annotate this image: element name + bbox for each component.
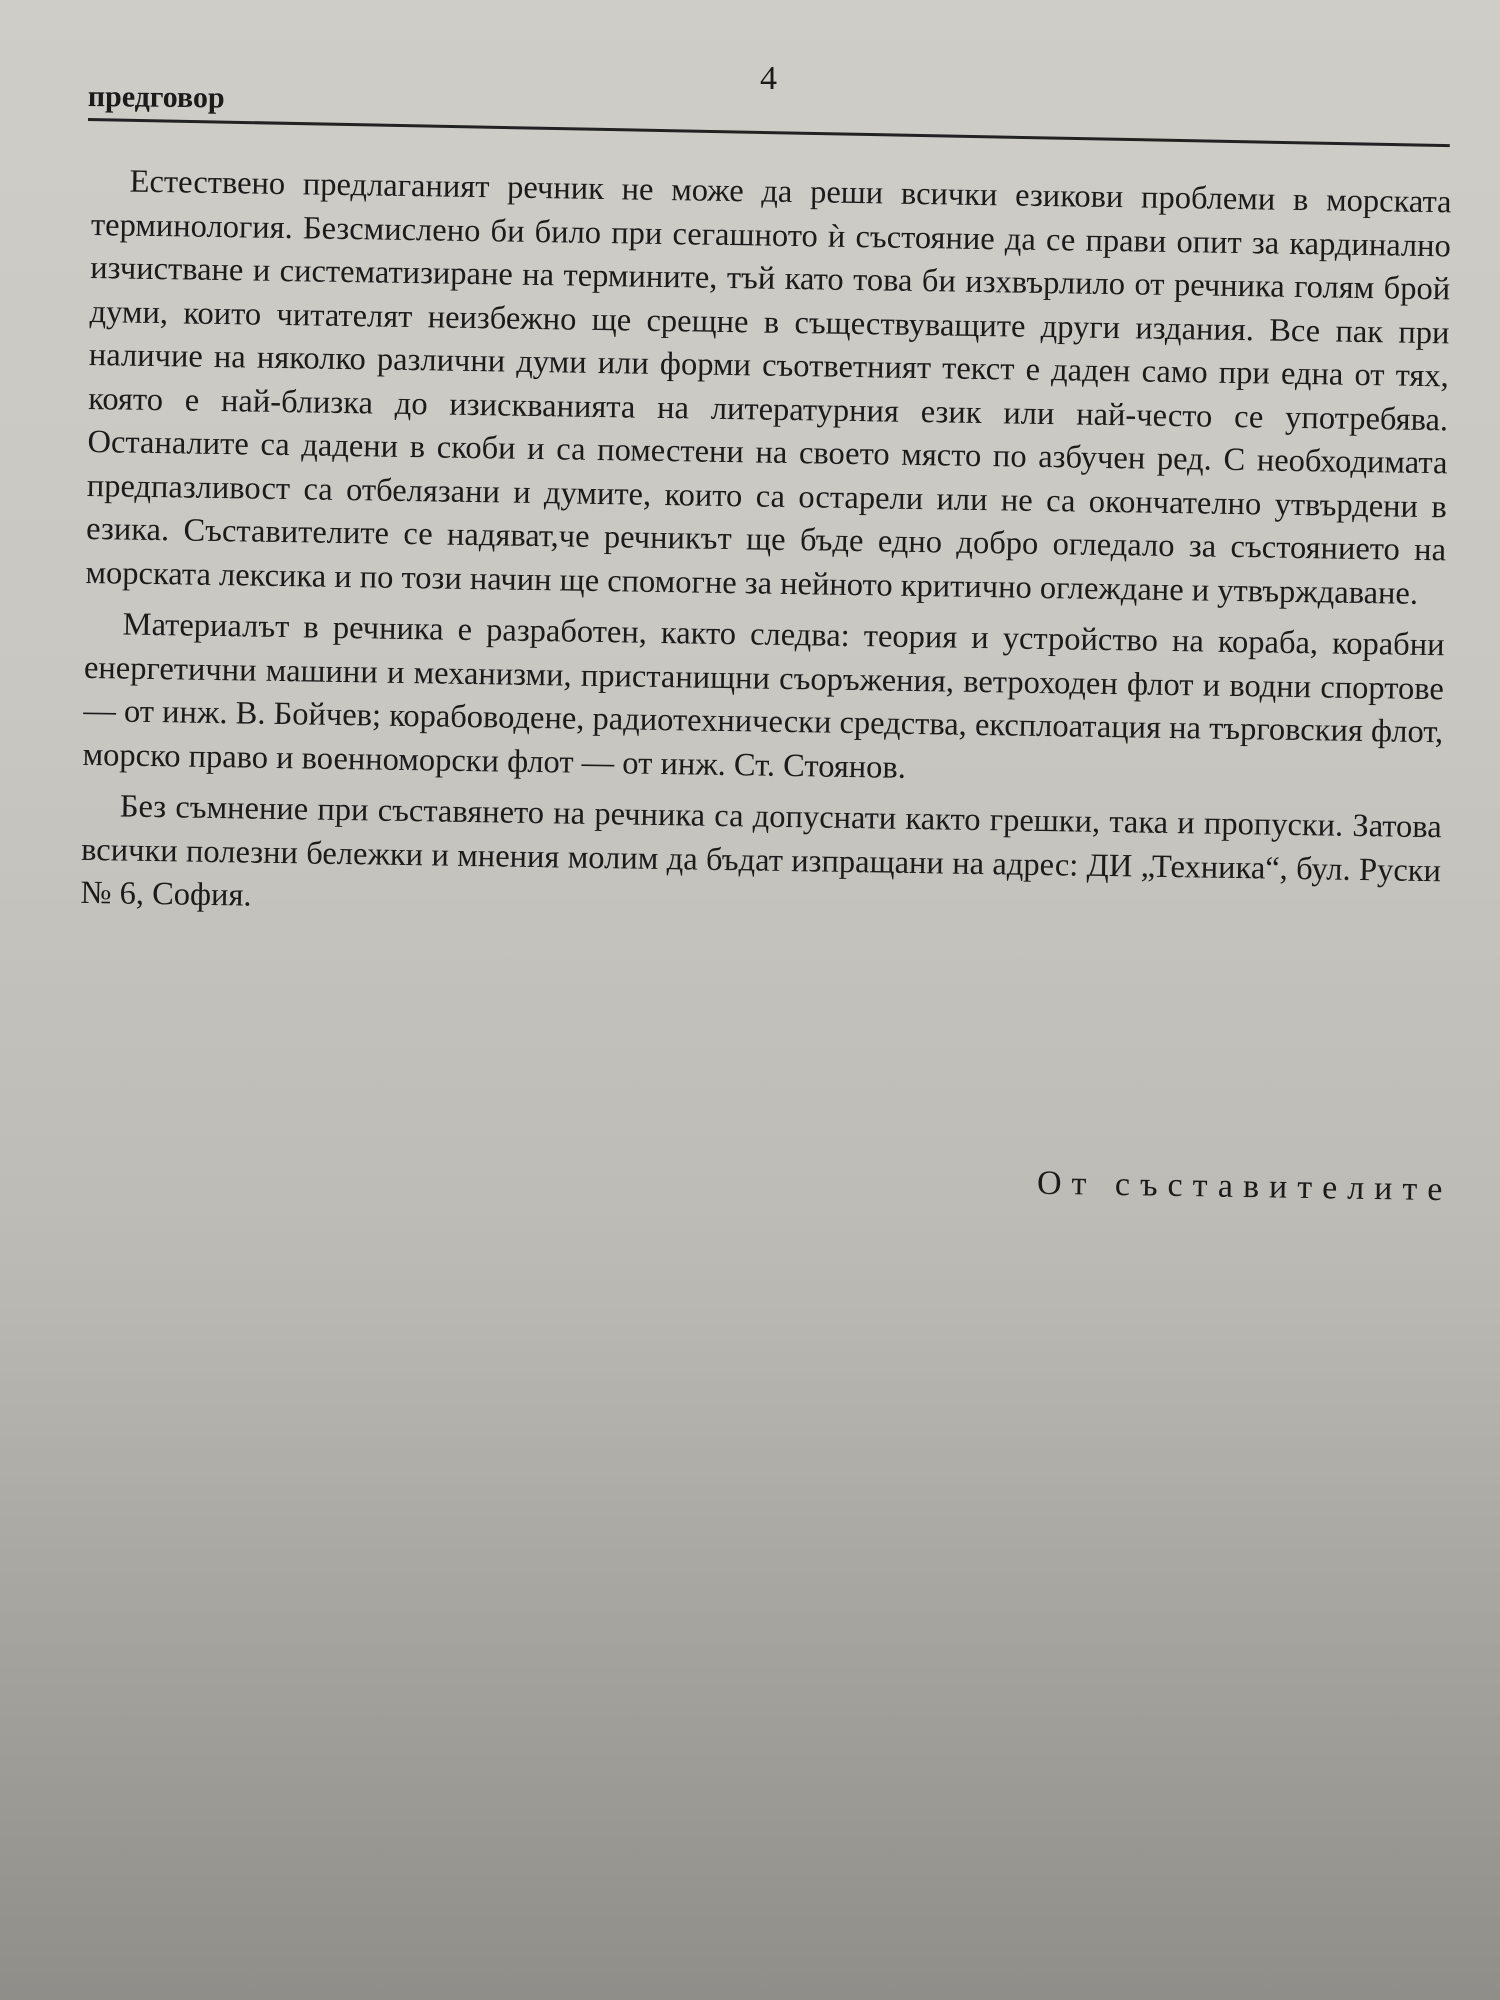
paragraph-3: Без съмнение при съставянето на речника са допуснати както грешки, така и пропуски. Затова всички полезни бележки и мнения молим да бъдат изпращани на адрес: ДИ „Техника“, бул. Руски № 6, София. bbox=[80, 788, 1442, 914]
paragraph-2: Материалът в речника е разработен, както следва: теория и устройство на кораба, корабни енергетични машини и механизми, пристанищни съоръжения, ветроходен флот и водни спортове — от инж. В. Бойчев; корабоводене, радиотехнически средства, експлоатация на търговския флот, морско право и военноморски флот — от инж. Ст. Стоянов. bbox=[82, 606, 1445, 786]
page-number: 4 bbox=[760, 60, 777, 97]
running-head: предговор bbox=[87, 80, 225, 115]
page-shadow bbox=[0, 1300, 1500, 2000]
page-header bbox=[88, 60, 1450, 130]
header-rule bbox=[88, 118, 1450, 147]
paragraph-1: Естествено предлаганият речник не може да реши всички езикови проблеми в морската терминология. Безсмислено би било при сегашното ѝ състояние да се прави опит за кардинално изчистване и систематизиране на термините, тъй като това би изхвърлило от речника голям брой думи, които читателят неизбежно ще срещне в съществуващите други издания. Все пак при наличие на няколко различни думи или форми съответният текст е даден само при една от тях, която е най-близка до изискванията на литературния език или най-често се употребява. Останалите са дадени в скоби и са поместени на своето място по азбучен ред. С необходимата предпазливост са отбелязани и думите, които са остарели или не са окончателно утвърдени в езика. Съставителите се надяват,че речникът ще бъде едно добро огледало за състоянието на морската лексика и по този начин ще спомогне за нейното критично оглеждане и утвърждаване. bbox=[85, 163, 1452, 612]
body-text bbox=[80, 160, 1452, 945]
signature: От съставителите bbox=[1036, 1164, 1453, 1209]
